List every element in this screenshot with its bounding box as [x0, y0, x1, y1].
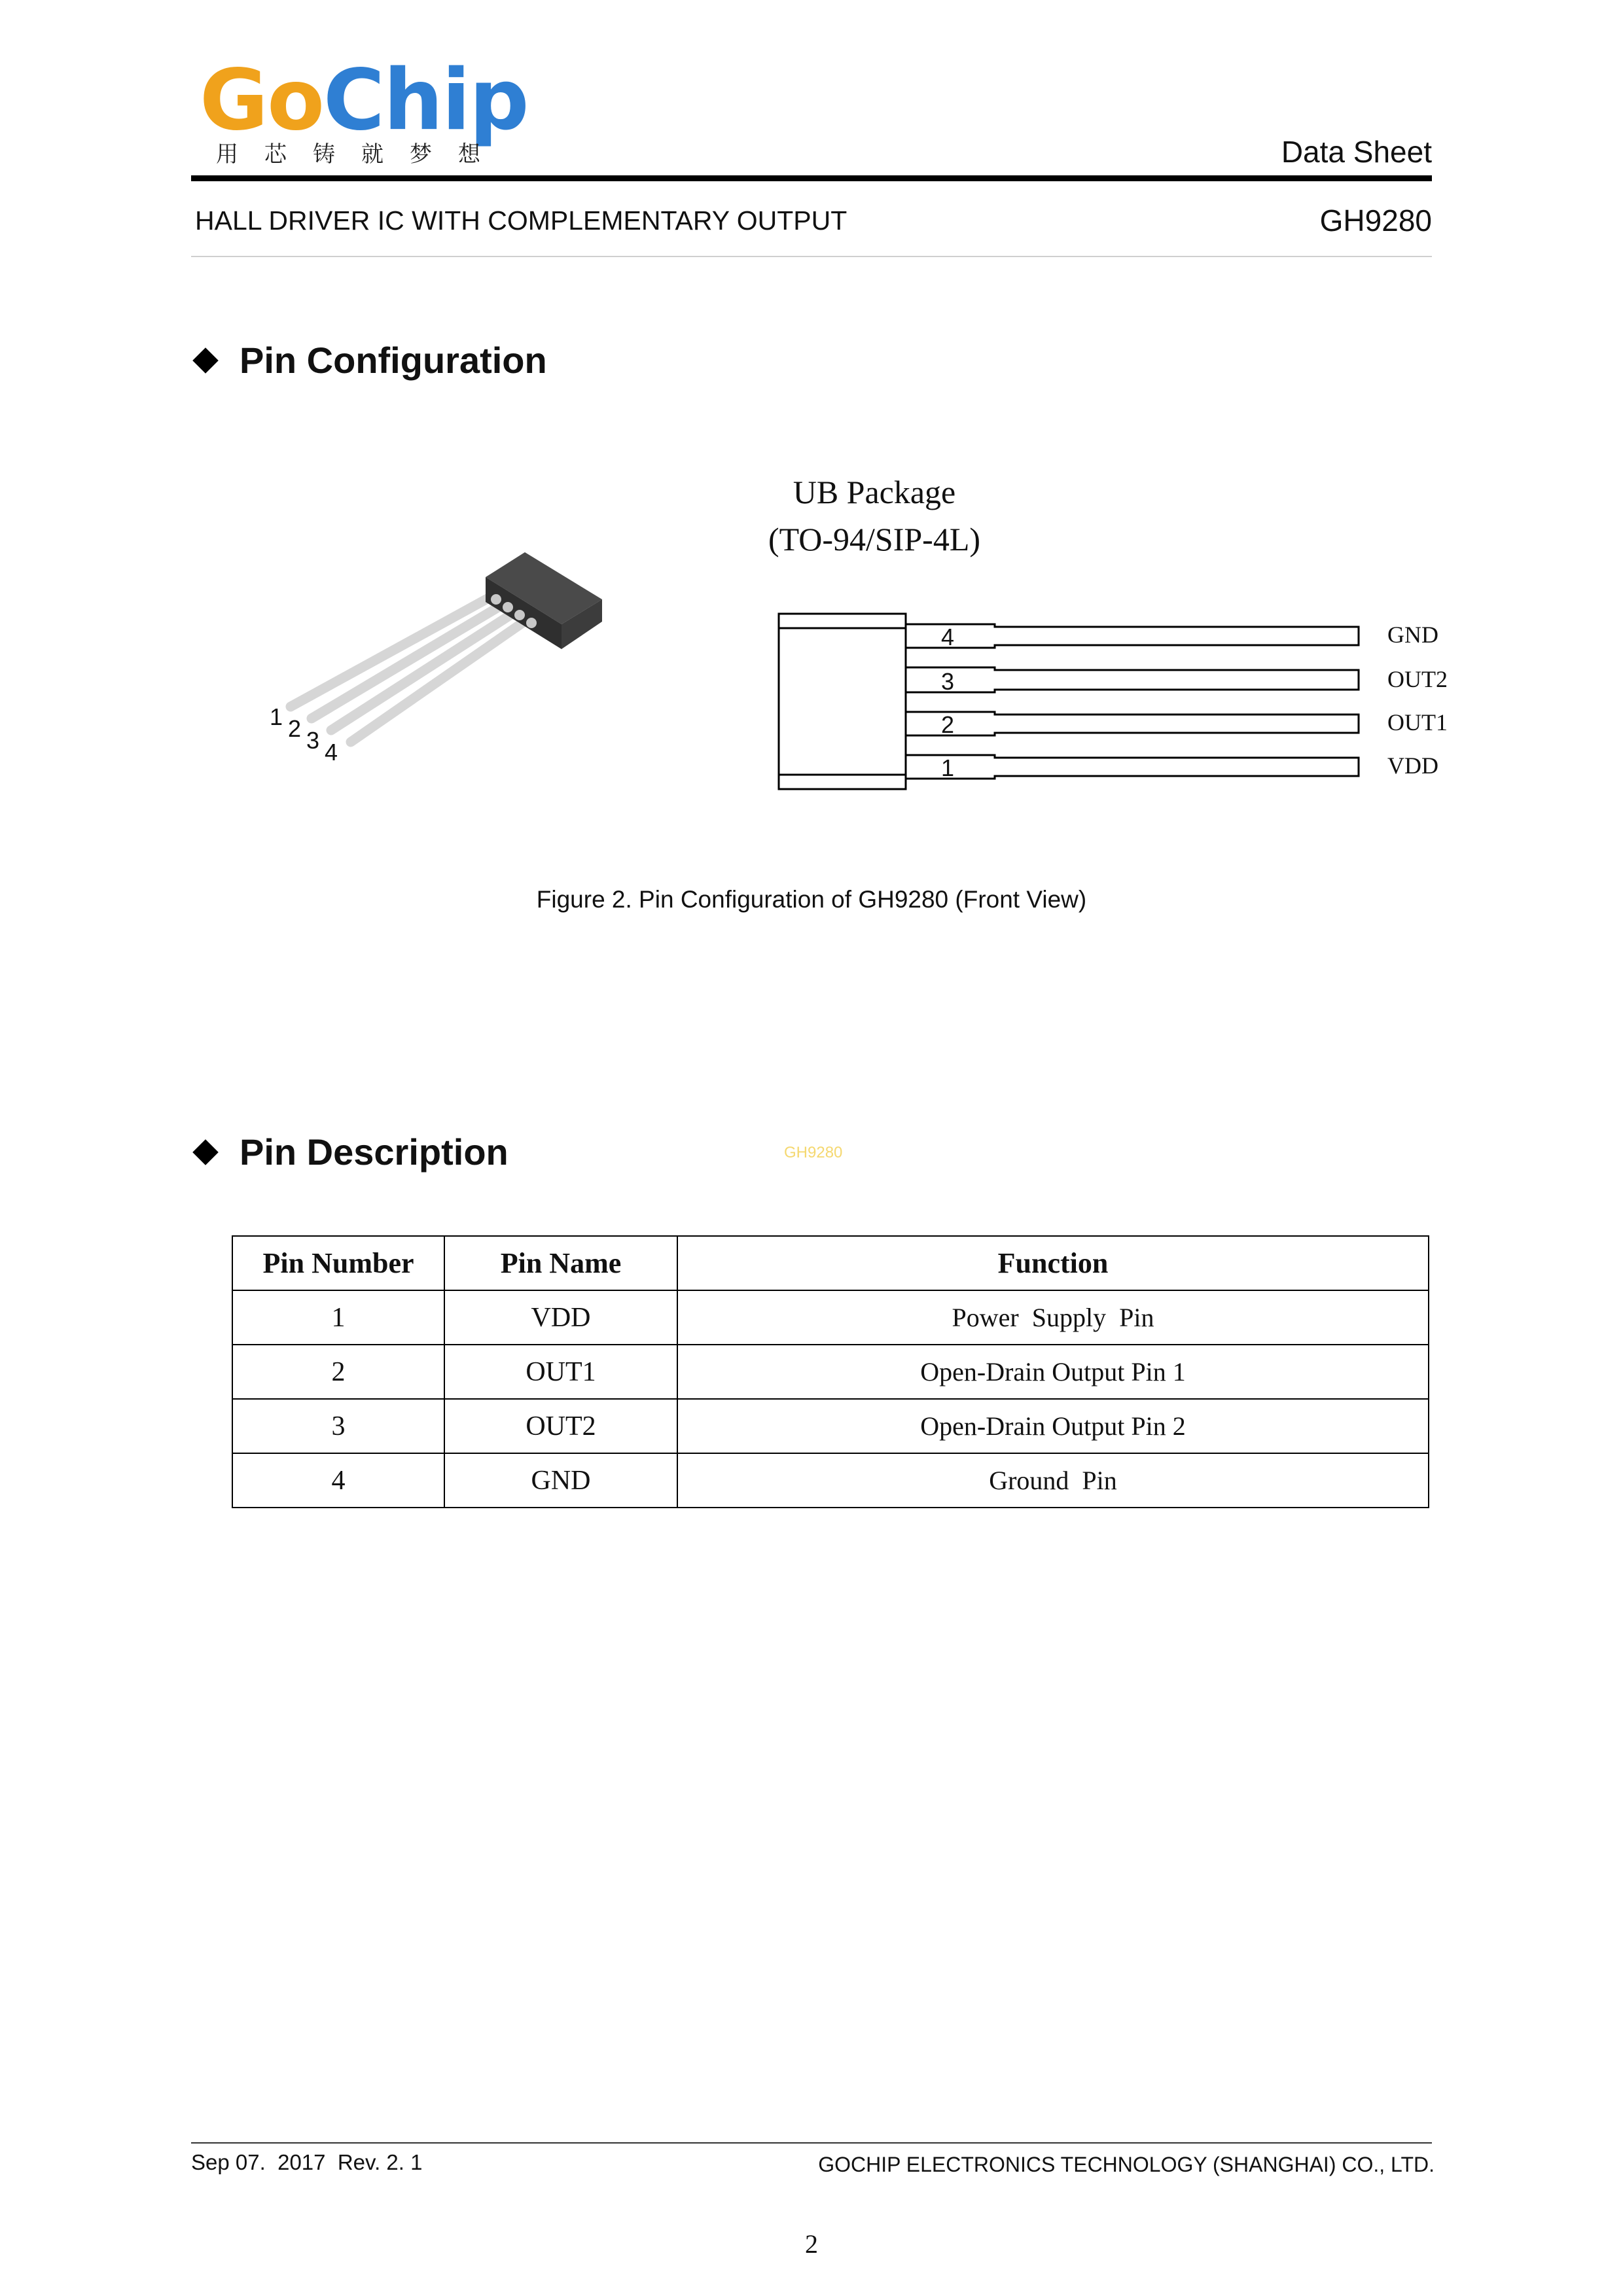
package-body-outline [779, 614, 906, 789]
pin-number-cell: 3 [232, 1399, 444, 1453]
package-type: (TO-94/SIP-4L) [768, 521, 981, 557]
pin-name-cell: GND [444, 1453, 677, 1508]
pin-number-cell: 1 [232, 1290, 444, 1345]
front-pin-number: 1 [941, 754, 955, 781]
logo-go-text: Go [200, 52, 323, 149]
pin-config-heading [190, 339, 547, 381]
column-header: Pin Number [232, 1236, 444, 1290]
footer-company: GOCHIP ELECTRONICS TECHNOLOGY (SHANGHAI) CO., LTD. [818, 2153, 1435, 2176]
pin-name-cell: OUT1 [444, 1345, 677, 1399]
perspective-pin-label: 4 [325, 739, 338, 766]
pin-function-cell: Power Supply Pin [677, 1290, 1429, 1345]
figure-caption: Figure 2. Pin Configuration of GH9280 (Front View) [536, 886, 1087, 913]
watermark-text: GH9280 [784, 1144, 843, 1161]
doc-subtitle: HALL DRIVER IC WITH COMPLEMENTARY OUTPUT [195, 205, 847, 236]
package-label [763, 468, 986, 563]
front-pin-number: 3 [941, 668, 955, 695]
front-pin-number: 4 [941, 624, 955, 650]
package-name: UB Package [793, 474, 956, 510]
perspective-pin-label: 2 [288, 715, 302, 742]
page-number: 2 [805, 2229, 818, 2259]
perspective-pin-label: 3 [306, 727, 320, 754]
bullet-diamond-icon [192, 1139, 219, 1165]
front-pin-name: OUT2 [1387, 666, 1448, 692]
footer-date-revision: Sep 07. 2017 Rev. 2. 1 [191, 2150, 423, 2174]
doc-type: Data Sheet [1281, 135, 1432, 169]
pin-name-cell: OUT2 [444, 1399, 677, 1453]
pin-function-cell: Open-Drain Output Pin 1 [677, 1345, 1429, 1399]
header-divider [191, 256, 1432, 257]
perspective-pin-label: 1 [270, 703, 283, 730]
pin-description-title: Pin Description [240, 1131, 508, 1173]
pin-2-lead [906, 712, 1359, 735]
table-header-row [232, 1236, 1429, 1290]
front-pin-number: 2 [941, 711, 955, 738]
column-header: Pin Name [444, 1236, 677, 1290]
front-pin-name: GND [1387, 622, 1438, 648]
pin-function-cell: Ground Pin [677, 1453, 1429, 1508]
pin-description-heading [190, 1131, 508, 1173]
logo-tagline: 用芯铸就梦想 [216, 141, 507, 168]
pin-3-lead [906, 667, 1359, 692]
header-rule [191, 175, 1432, 181]
column-header: Function [677, 1236, 1429, 1290]
table-row [232, 1345, 1429, 1399]
table-row [232, 1399, 1429, 1453]
front-view-pin-diagram [772, 602, 1479, 798]
front-pin-name: VDD [1387, 752, 1438, 779]
pin-number-cell: 2 [232, 1345, 444, 1399]
table-row [232, 1453, 1429, 1508]
package-perspective-illustration [249, 537, 615, 785]
pin-4-lead [906, 624, 1359, 648]
part-number: GH9280 [1319, 203, 1432, 238]
pin-function-cell: Open-Drain Output Pin 2 [677, 1399, 1429, 1453]
pin-config-title: Pin Configuration [240, 340, 547, 381]
bullet-diamond-icon [192, 347, 219, 374]
front-pin-name: OUT1 [1387, 709, 1448, 735]
pin-name-cell: VDD [444, 1290, 677, 1345]
footer-rule [191, 2142, 1432, 2144]
pin-number-cell: 4 [232, 1453, 444, 1508]
pin-description-table [232, 1235, 1429, 1508]
company-logo [200, 52, 528, 149]
logo-chip-text: Chip [323, 52, 528, 149]
table-row [232, 1290, 1429, 1345]
pin-1-lead [906, 755, 1359, 779]
